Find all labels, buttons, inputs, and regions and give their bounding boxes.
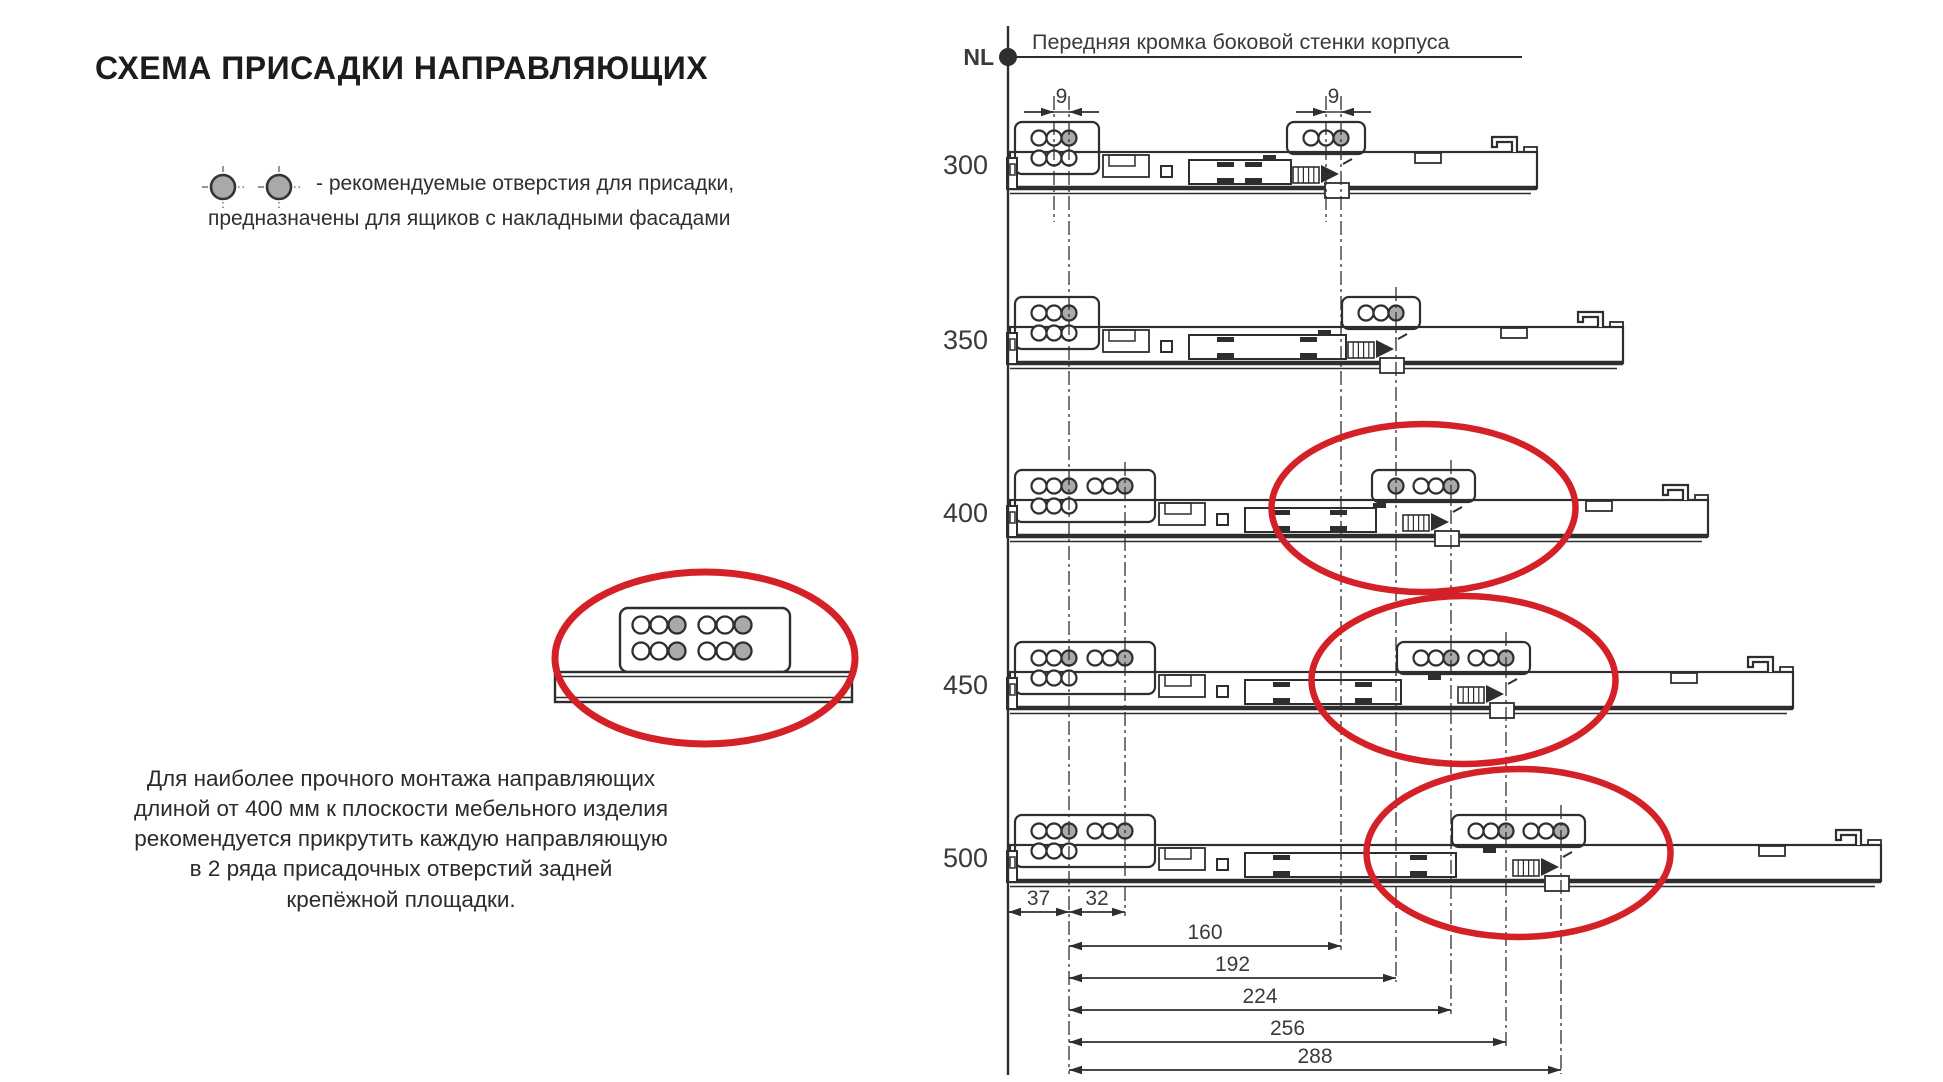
svg-text:37: 37 [1026,887,1051,910]
rear-hook [1836,830,1861,845]
mounting-note [116,764,686,915]
svg-text:400: 400 [942,498,988,528]
nl-marker-dot [999,48,1017,66]
svg-text:224: 224 [1242,985,1278,1008]
dimensions [1008,85,1561,1074]
svg-text:160: 160 [1187,921,1223,944]
slide-row-500 [943,815,1881,891]
legend-text-line2: предназначены для ящиков с накладными фасадами [208,207,731,230]
slide-row-350 [943,297,1623,373]
slide-row-450 [943,642,1793,718]
front-drill-plate [1015,470,1155,522]
note-line: длиной от 400 мм к плоскости мебельного изделия [133,796,669,822]
front-drill-plate [1015,297,1099,349]
recommended-hole-icon [256,164,302,210]
svg-text:256: 256 [1269,1017,1306,1040]
note-line: Для наиболее прочного монтажа направляющих [146,766,656,791]
note-line: в 2 ряда присадочных отверстий задней [189,856,613,882]
rear-hook [1663,485,1688,500]
rear-hook [1578,312,1603,327]
front-drill-plate [1015,122,1099,174]
svg-text:192: 192 [1214,953,1251,976]
svg-text:32: 32 [1085,887,1109,910]
page-title: СХЕМА ПРИСАДКИ НАПРАВЛЯЮЩИХ [95,50,709,86]
mounting-plate-illustration [540,563,870,763]
rear-hook [1492,137,1517,152]
svg-text:300: 300 [942,150,988,180]
slide-row-300 [943,122,1537,198]
legend-text-line1: - рекомендуемые отверстия для присадки, [316,172,735,195]
note-line: рекомендуется прикрутить каждую направляющую [134,826,668,852]
recommended-hole-icon [200,164,246,210]
front-drill-plate [1015,815,1155,867]
svg-text:350: 350 [942,325,988,355]
svg-text:500: 500 [942,843,988,873]
rear-hook [1748,657,1773,672]
svg-text:9: 9 [1055,85,1068,108]
front-drill-plate [1015,642,1155,694]
note-line: крепёжной площадки. [286,886,516,912]
svg-text:NL: NL [963,44,994,70]
svg-text:450: 450 [942,670,988,700]
front-edge-caption: Передняя кромка боковой стенки корпуса [1032,30,1450,54]
svg-text:288: 288 [1297,1045,1333,1068]
svg-text:9: 9 [1327,85,1340,108]
slide-row-400 [943,470,1708,546]
